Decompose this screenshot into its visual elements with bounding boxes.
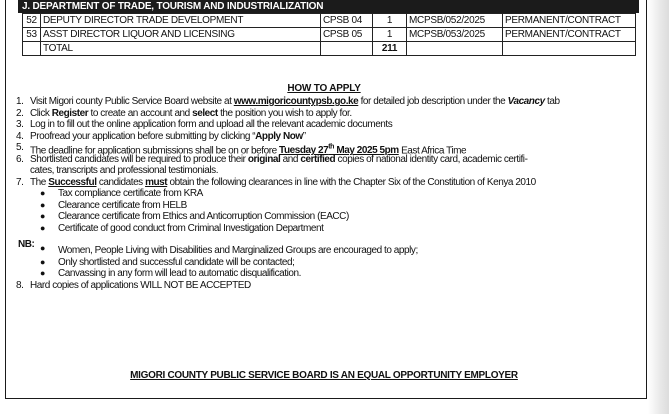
equal-opportunity-statement: MIGORI COUNTY PUBLIC SERVICE BOARD IS AN EQUAL OPPORTUNITY EMPLOYER [130,370,518,381]
list-item: ● Canvassing in any form will lead to automatic disqualification. [40,268,301,279]
job-reference: MCPSB/052/2025 [407,14,503,28]
total-label: TOTAL [41,42,321,56]
bullet-icon: ● [40,243,45,253]
bullet-icon: ● [40,222,45,233]
step-5: 5. The deadline for application submissions shall be on or before Tuesday 27th May 2025 5pm East Africa Time [16,142,467,157]
clearance-list [16,188,646,234]
bullet-icon: ● [40,256,45,267]
department-header: J. DEPARTMENT OF TRADE, TOURISM AND INDUSTRIALIZATION [18,0,639,13]
step-7: 7. The Successful candidates must obtain the following clearances in line with the Chapter Six of the Constitution of Kenya 2010 [16,176,536,188]
nb-section [16,239,646,280]
nb-label: NB: [18,239,35,250]
job-terms: PERMANENT/CONTRACT [503,14,636,28]
step-8: 8. Hard copies of applications WILL NOT BE ACCEPTED [16,279,251,291]
job-number: 52 [23,14,41,28]
step-1: 1. Visit Migori county Public Service Board website at www.migoricountypsb.go.ke for detailed job description under the Vacancy tab [16,96,560,107]
bullet-icon: ● [40,268,45,278]
list-item: ● Only shortlisted and successful candidate will be contacted; [40,256,295,268]
job-title: DEPUTY DIRECTOR TRADE DEVELOPMENT [41,14,321,28]
job-number: 53 [23,28,41,42]
list-item: ● Clearance certificate from Ethics and Anticorruption Commission (EACC) [40,211,349,222]
application-steps [16,96,646,291]
list-item: ● Tax compliance certificate from KRA [40,188,203,199]
step-3: 3. Log in to fill out the online application form and upload all the relevant academic documents [16,119,393,130]
deadline-date: Tuesday 27th May 2025 5pm [279,144,399,157]
total-value: 211 [373,42,407,56]
bullet-icon: ● [40,199,45,210]
step-6: 6. Shortlisted candidates will be required to produce their original and certified copies of national identity card, academic certifi- cates, transcripts and professional testimonials. [16,153,528,176]
table-row [23,14,636,28]
step-2: 2. Click Register to create an account and select the position you wish to apply for. [16,107,352,119]
job-grade: CPSB 04 [321,14,373,28]
list-item: NB: ● Women, People Living with Disabilities and Marginalized Groups are encouraged to apply; [18,239,418,256]
job-grade: CPSB 05 [321,28,373,42]
list-item: ● Certificate of good conduct from Criminal Investigation Department [40,222,324,234]
job-reference: MCPSB/053/2025 [407,28,503,42]
step-4: 4. Proofread your application before submitting by clicking “Apply Now” [16,130,306,142]
website-link[interactable]: www.migoricountypsb.go.ke [233,96,359,107]
job-title: ASST DIRECTOR LIQUOR AND LICENSING [41,28,321,42]
job-terms: PERMANENT/CONTRACT [503,28,636,42]
job-posts: 1 [373,14,407,28]
job-posts: 1 [373,28,407,42]
vacancy-table [22,13,636,56]
total-row [23,42,636,56]
bullet-icon: ● [40,188,45,198]
how-to-apply-heading: HOW TO APPLY [287,83,361,94]
table-row [23,28,636,42]
bullet-icon: ● [40,211,45,221]
list-item: ● Clearance certificate from HELB [40,199,187,211]
